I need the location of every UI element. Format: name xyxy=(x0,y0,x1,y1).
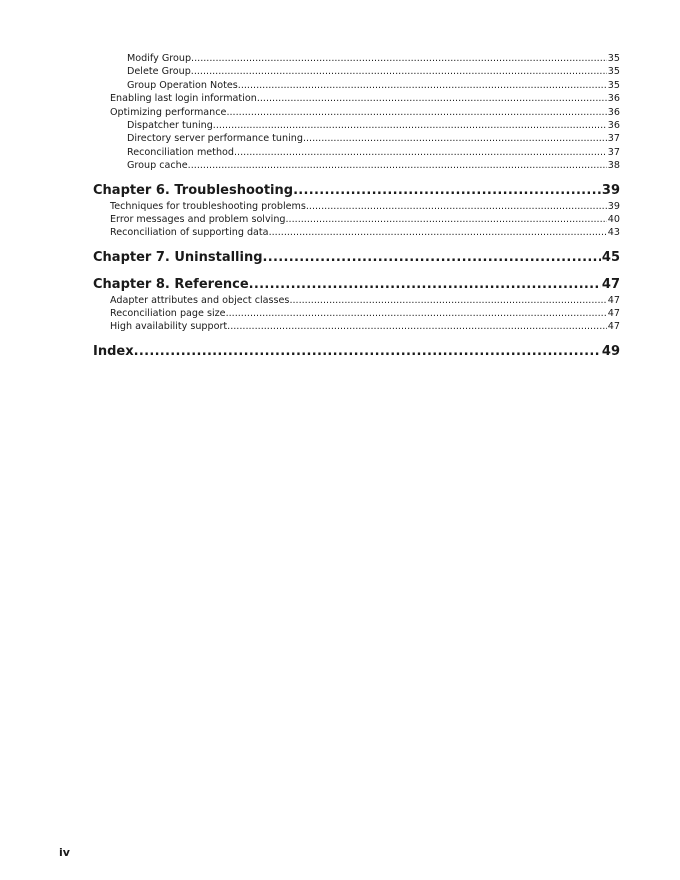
toc-entry-title: Dispatcher tuning xyxy=(127,119,213,131)
toc-entry[interactable] xyxy=(93,307,620,320)
dot-leader xyxy=(269,226,607,239)
toc-entry[interactable] xyxy=(93,132,620,145)
toc-entry[interactable] xyxy=(93,79,620,92)
toc-entry-title: Reconciliation method xyxy=(127,146,234,158)
dot-leader xyxy=(188,159,607,172)
toc-entry-title: Modify Group xyxy=(127,53,192,64)
toc-entry[interactable] xyxy=(93,294,620,307)
dot-leader xyxy=(303,132,607,145)
dot-leader xyxy=(191,52,607,65)
toc-entry-page: 43 xyxy=(607,227,620,239)
toc-entry-title: Adapter attributes and object classes xyxy=(110,294,290,306)
toc-entry[interactable] xyxy=(93,213,620,226)
toc-chapter-entry[interactable] xyxy=(93,249,620,267)
toc-entry-page: 39 xyxy=(607,200,620,212)
toc-entry-page: 47 xyxy=(607,294,620,306)
dot-leader xyxy=(234,146,607,159)
toc-entry-page: 35 xyxy=(607,53,620,64)
dot-leader xyxy=(263,249,601,267)
toc-entry-title: Chapter 6. Troubleshooting xyxy=(93,182,294,198)
toc-entry[interactable] xyxy=(93,106,620,119)
dot-leader xyxy=(134,343,601,361)
dot-leader xyxy=(226,106,606,119)
toc-entry[interactable] xyxy=(93,200,620,213)
dot-leader xyxy=(306,200,607,213)
toc-entry-page: 47 xyxy=(601,276,620,292)
toc-entry-page: 49 xyxy=(601,343,620,359)
toc-entry-page: 36 xyxy=(607,106,620,118)
toc-entry[interactable] xyxy=(93,65,620,78)
toc-entry-page: 36 xyxy=(607,93,620,105)
toc-entry-page: 45 xyxy=(601,249,620,265)
dot-leader xyxy=(293,182,601,200)
toc-entry-title: Optimizing performance xyxy=(110,106,227,118)
dot-leader xyxy=(289,294,606,307)
toc-chapter-entry[interactable] xyxy=(93,276,620,294)
dot-leader xyxy=(249,276,601,294)
toc-entry-page: 39 xyxy=(601,182,620,198)
toc-entry-page: 35 xyxy=(607,79,620,91)
toc-chapter-entry[interactable] xyxy=(93,182,620,200)
toc-entry-title: Error messages and problem solving xyxy=(110,213,286,225)
dot-leader xyxy=(213,119,607,132)
toc-entry-title: High availability support xyxy=(110,321,228,333)
toc-entry[interactable] xyxy=(93,92,620,105)
dot-leader xyxy=(257,92,607,105)
toc-entry-page: 37 xyxy=(607,146,620,158)
toc-entry-page: 47 xyxy=(607,308,620,320)
toc-entry-page: 47 xyxy=(607,321,620,333)
toc-entry[interactable] xyxy=(93,119,620,132)
toc-entry-page: 40 xyxy=(607,213,620,225)
toc-entry-title: Reconciliation page size xyxy=(110,308,226,320)
dot-leader xyxy=(226,307,607,320)
toc-entry-title: Techniques for troubleshooting problems xyxy=(110,200,306,212)
toc-entry-title: Chapter 7. Uninstalling xyxy=(93,249,263,265)
toc-entry-page: 35 xyxy=(607,66,620,78)
dot-leader xyxy=(238,79,607,92)
dot-leader xyxy=(191,65,607,78)
toc-entry[interactable] xyxy=(93,52,620,65)
toc-entry-title: Reconciliation of supporting data xyxy=(110,227,269,239)
toc-entry[interactable] xyxy=(93,146,620,159)
toc-entry-title: Chapter 8. Reference xyxy=(93,276,249,292)
page-number: iv xyxy=(59,846,70,859)
toc-entry-page: 38 xyxy=(607,160,620,172)
dot-leader xyxy=(227,320,607,333)
toc-entry[interactable] xyxy=(93,159,620,172)
toc-entry-title: Group Operation Notes xyxy=(127,79,238,91)
toc-entry-title: Directory server performance tuning xyxy=(127,133,303,145)
toc-entry[interactable] xyxy=(93,226,620,239)
toc-entry-title: Enabling last login information xyxy=(110,93,257,105)
table-of-contents xyxy=(93,52,620,361)
toc-chapter-entry[interactable] xyxy=(93,343,620,361)
toc-entry-page: 37 xyxy=(607,133,620,145)
dot-leader xyxy=(286,213,607,226)
toc-entry-title: Index xyxy=(93,343,134,359)
toc-entry[interactable] xyxy=(93,320,620,333)
toc-entry-title: Group cache xyxy=(127,160,188,172)
toc-entry-page: 36 xyxy=(607,119,620,131)
toc-entry-title: Delete Group xyxy=(127,66,191,78)
